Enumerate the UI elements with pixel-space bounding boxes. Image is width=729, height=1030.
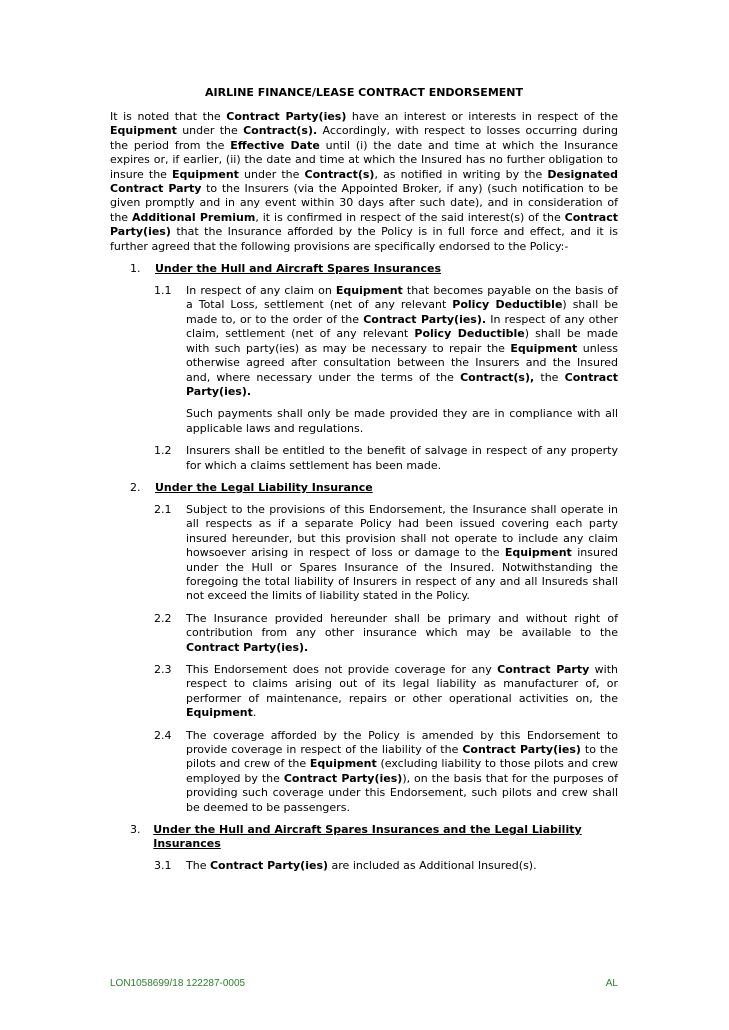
- bold-term: Contract Party(ies): [110, 210, 618, 239]
- section-title: Under the Legal Liability Insurance: [155, 480, 373, 494]
- clause-body: [186, 663, 618, 721]
- bold-term: Policy Deductible: [414, 327, 525, 341]
- clause-body: [186, 503, 618, 604]
- bold-term: Contract(s): [304, 167, 375, 181]
- clause-body: [186, 859, 618, 873]
- text-run: that becomes payable on the basis of a Total Loss, settlement (net of any relevant: [186, 284, 619, 312]
- text-run: until (i) the date and time at which the Insurance expires or, if earlier, (ii) the date and time at which the Insured has no further obligation to insure the: [110, 138, 619, 181]
- text-run: Subject to the provisions of this Endorsement, the Insurance shall operate in all respects as if a separate Policy had been issued covering each party insured hereunder, but this provision shall not operate to include any claim howsoever arising in respect of loss or damage to the: [186, 502, 618, 560]
- clause-body: [186, 729, 618, 815]
- text-run: that the Insurance afforded by the Policy is in full force and effect, and it is further agreed that the following provisions are specifically endorsed to the Policy:-: [110, 225, 618, 253]
- clause-paragraph: [186, 284, 618, 399]
- clause-number: 2.1: [154, 502, 172, 516]
- clause-number: 1.1: [154, 284, 172, 298]
- clause-number: 2.2: [154, 611, 172, 625]
- clause-paragraph: [186, 444, 618, 473]
- text-run: This Endorsement does not provide coverage for any: [186, 663, 498, 676]
- bold-term: Equipment: [309, 757, 377, 771]
- text-run: The: [186, 859, 210, 873]
- text-run: , it is confirmed in respect of the said interest(s) of the: [255, 210, 565, 224]
- clause-number: 2.3: [154, 663, 172, 676]
- sections-list: [110, 262, 618, 873]
- document-page: [110, 86, 618, 873]
- text-run: , as notified in writing by the: [374, 167, 548, 181]
- section-heading: [130, 823, 618, 851]
- section-title: Under the Hull and Aircraft Spares Insurances and the Legal Liability Insurances: [153, 823, 582, 851]
- clause-paragraph: [186, 612, 618, 655]
- bold-term: Equipment: [186, 706, 253, 720]
- text-run: the: [534, 370, 565, 384]
- footer-reference: LON1058699/18 122287-0005: [110, 978, 246, 989]
- clause-body: [186, 284, 618, 436]
- section-number: 3.: [130, 823, 141, 837]
- bold-term: Effective Date: [230, 138, 320, 152]
- clause-number: 1.2: [154, 444, 172, 458]
- text-run: .: [252, 706, 257, 720]
- clause-number: 2.4: [154, 728, 172, 742]
- section-number: 2.: [130, 480, 141, 494]
- text-run: insured under the Hull or Spares Insurance of the Insured. Notwithstanding the foregoing the total liability of Insurers in respect of any and all Insureds shall not exceed the limits of liability stated in the Policy.: [186, 546, 618, 603]
- bold-term: Contract Party: [497, 663, 590, 676]
- clause-paragraph: [186, 663, 618, 721]
- bold-term: Equipment: [110, 124, 177, 138]
- text-run: In respect of any claim on: [186, 284, 336, 298]
- bold-term: Contract Party(ies): [226, 110, 347, 123]
- text-run: The coverage afforded by the Policy is amended by this Endorsement to provide coverage in respect of the liability of the: [186, 728, 618, 757]
- clause-paragraph: [186, 859, 618, 873]
- section-heading: [130, 481, 618, 495]
- bold-term: Contract(s),: [460, 370, 535, 384]
- section-heading: [130, 262, 618, 276]
- bold-term: Equipment: [510, 341, 578, 355]
- clause: [154, 729, 618, 815]
- bold-term: Contract(s).: [243, 124, 318, 138]
- bold-term: Equipment: [335, 284, 403, 298]
- bold-term: Equipment: [504, 546, 572, 560]
- text-run: have an interest or interests in respect of the: [346, 110, 618, 123]
- bold-term: Contract Party(ies): [209, 859, 329, 873]
- text-run: under the: [238, 167, 305, 181]
- text-run: The Insurance provided hereunder shall be primary and without right of contribution from any other insurance which may be available to the: [186, 611, 618, 640]
- bold-term: Contract Party(ies).: [186, 640, 309, 654]
- text-run: to the pilots and crew of the: [186, 743, 618, 771]
- text-run: (excluding liability to those pilots and crew employed by the: [186, 757, 619, 785]
- text-run: ) shall be made to, or to the order of the: [186, 298, 619, 326]
- text-run: are included as Additional Insured(s).: [328, 859, 537, 873]
- page-footer: [110, 978, 618, 989]
- text-run: In respect of any other claim, settlement (net of any relevant: [186, 312, 618, 341]
- text-run: with respect to claims arising out of its legal liability as manufacturer of, or performer of maintenance, repairs or other operational activities on, the: [186, 663, 619, 705]
- text-run: Insurers shall be entitled to the benefit of salvage in respect of any property for which a claims settlement has been made.: [186, 444, 618, 472]
- bold-term: Contract Party(ies).: [363, 312, 487, 326]
- text-run: to the Insurers (via the Appointed Broker, if any) (such notification to be given promptly and in any event within 30 days after such date), and in consideration of the: [110, 182, 618, 224]
- clause-paragraph: [186, 407, 618, 436]
- text-run: ) shall be made with such party(ies) as may be necessary to repair the: [186, 327, 618, 355]
- text-run: ), on the basis that for the purposes of providing such coverage under this Endorsement, such pilots and crew shall be deemed to be passengers.: [186, 771, 619, 814]
- clause-number: 3.1: [154, 859, 172, 873]
- clause: [154, 612, 618, 655]
- document-title: AIRLINE FINANCE/LEASE CONTRACT ENDORSEMENT: [205, 86, 523, 99]
- bold-term: Policy Deductible: [452, 298, 563, 312]
- text-run: Accordingly, with respect to losses occurring during the period from the: [110, 124, 618, 152]
- text-run: under the: [176, 124, 244, 138]
- text-run: unless otherwise agreed after consultation between the Insurers and the Insured and, where necessary under the terms of the: [186, 341, 618, 384]
- bold-term: Equipment: [172, 167, 239, 181]
- clause: [154, 503, 618, 604]
- clause: [154, 284, 618, 436]
- bold-term: Contract Party(ies).: [186, 370, 618, 398]
- bold-term: Designated Contract Party: [110, 167, 619, 196]
- bold-term: Additional Premium: [131, 210, 256, 224]
- bold-term: Contract Party(ies): [283, 771, 403, 785]
- clause-body: [186, 612, 618, 655]
- clause-paragraph: [186, 729, 618, 815]
- clause-paragraph: [186, 503, 618, 604]
- clause-body: [186, 444, 618, 473]
- text-run: Such payments shall only be made provided they are in compliance with all applicable laws and regulations.: [186, 407, 618, 435]
- section-number: 1.: [130, 262, 141, 276]
- clause: [154, 444, 618, 473]
- intro-paragraph: [110, 110, 618, 254]
- clause: [154, 859, 618, 873]
- clause: [154, 663, 618, 721]
- section-title: Under the Hull and Aircraft Spares Insurances: [155, 262, 442, 276]
- footer-initials: AL: [605, 978, 618, 989]
- bold-term: Contract Party(ies): [462, 743, 581, 757]
- text-run: It is noted that the: [110, 110, 227, 123]
